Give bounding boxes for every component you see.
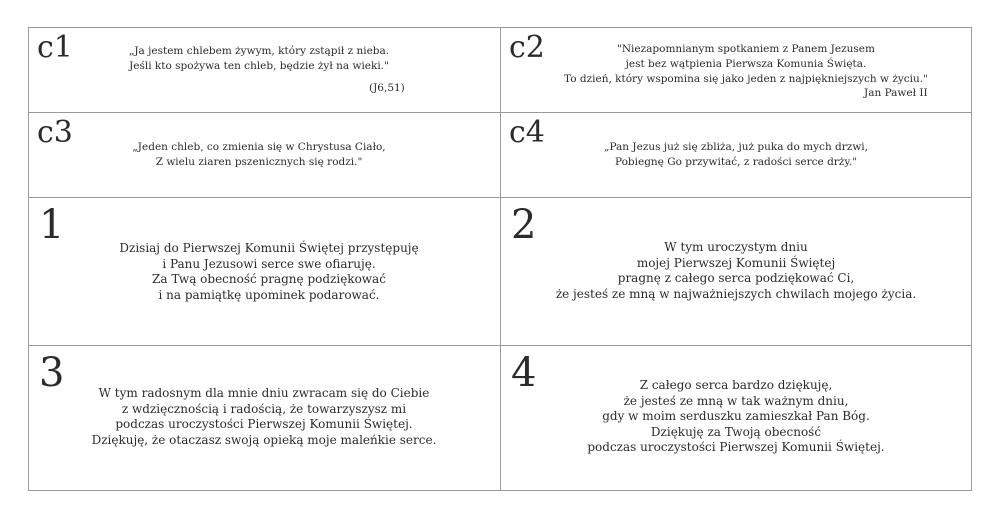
card-c2 xyxy=(501,28,971,112)
card-3 xyxy=(29,346,500,490)
card-label: c3 xyxy=(37,115,73,150)
card-2 xyxy=(501,198,971,345)
quote-text: "Niezapomnianym spotkaniem z Panem Jezusem jest bez wątpienia Pierwsza Komunia Święta. To dzień, który wspomina się jako jeden z najpiękniejszych w życiu." xyxy=(564,43,928,85)
card-text: W tym uroczystym dniu mojej Pierwszej Komunii Świętej pragnę z całego serca podziękować Ci, że jesteś ze mną w najważniejszych chwilach mojego życia. xyxy=(555,240,917,301)
card-c4 xyxy=(501,113,971,197)
card-text: Dzisiaj do Pierwszej Komunii Świętej przystępuję i Panu Jezusowi serce swe ofiaruję. Za Twą obecność pragnę podziękować i na pamiątkę upominek podarować. xyxy=(119,241,419,302)
card-label: 4 xyxy=(511,350,537,396)
card-text: Z całego serca bardzo dziękuję, że jesteś ze mną w tak ważnym dniu, gdy w moim serduszku zamieszkał Pan Bóg. Dziękuję za Twoją obecność podczas uroczystości Pierwszej Komunii Świętej. xyxy=(587,378,885,454)
card-label: 3 xyxy=(39,350,65,396)
quote-source: (J6,51) xyxy=(369,82,405,94)
card-label: 2 xyxy=(511,202,537,248)
card-grid xyxy=(28,27,972,491)
card-label: c1 xyxy=(37,30,73,65)
card-4 xyxy=(501,346,971,490)
card-label: 1 xyxy=(39,202,65,248)
quote-text: „Pan Jezus już się zbliża, już puka do mych drzwi, Pobiegnę Go przywitać, z radości serce drży." xyxy=(604,141,868,168)
quote-text: „Jeden chleb, co zmienia się w Chrystusa Ciało, Z wielu ziaren pszenicznych się rodzi." xyxy=(132,141,386,168)
card-label: c2 xyxy=(509,30,545,65)
card-1 xyxy=(29,198,500,345)
card-c1 xyxy=(29,28,500,112)
quote-source: Jan Paweł II xyxy=(864,87,928,99)
card-c3 xyxy=(29,113,500,197)
card-text: W tym radosnym dla mnie dniu zwracam się do Ciebie z wdzięcznością i radością, że towarzyszysz mi podczas uroczystości Pierwszej Komunii Świętej. Dziękuję, że otaczasz swoją opieką moje maleńkie serce. xyxy=(91,386,437,447)
card-label: c4 xyxy=(509,115,545,150)
quote-text: „Ja jestem chlebem żywym, który zstąpił z nieba. Jeśli kto spożywa ten chleb, będzie żył na wieki." xyxy=(128,45,390,72)
